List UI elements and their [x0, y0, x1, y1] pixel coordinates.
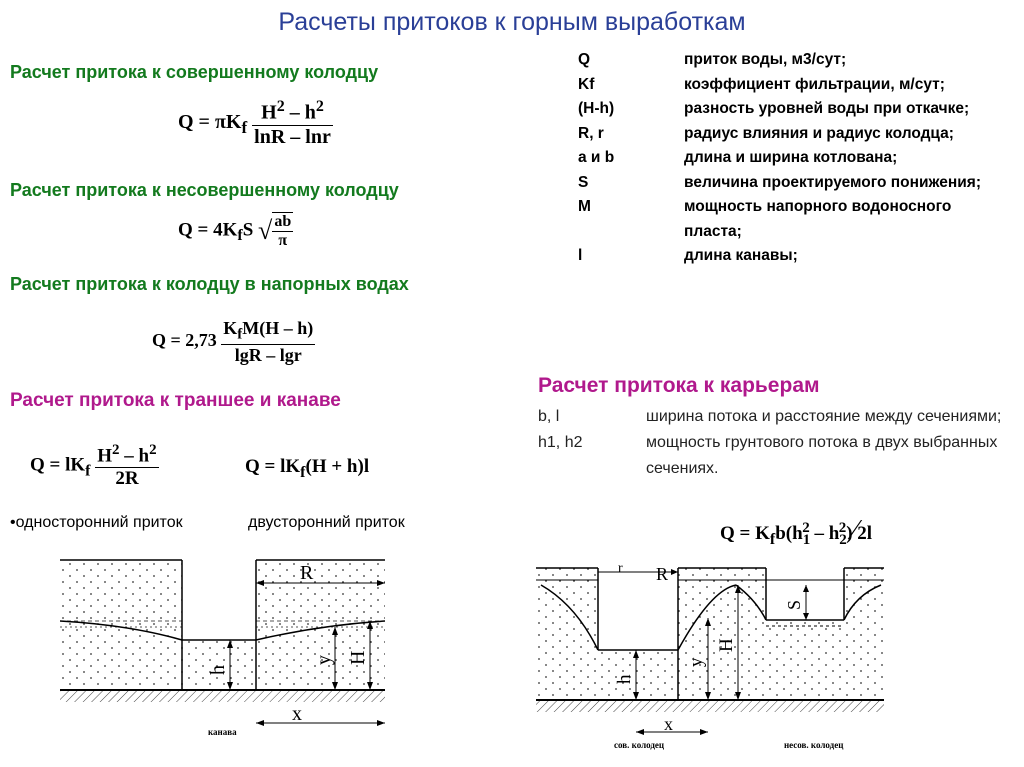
caption-two-sided: двусторонний приток: [248, 514, 405, 531]
heading-trench: Расчет притока к траншее и канаве: [10, 390, 341, 411]
heading-quarry: Расчет притока к карьерам: [538, 374, 820, 397]
label-x-quarry: x: [664, 714, 673, 734]
legend-item: R, r радиус влияния и радиус колодца;: [578, 124, 954, 142]
label-H: H: [347, 650, 369, 665]
label-H-quarry: H: [716, 638, 737, 652]
heading-perfect-well: Расчет притока к совершенному колодцу: [10, 62, 379, 82]
legend-item: (H-h) разность уровней воды при откачке;: [578, 100, 970, 117]
legend-item: S величина проектируемого понижения;: [578, 173, 982, 191]
caption-one-sided: •односторонний приток: [10, 514, 183, 531]
quarry-legend: [538, 404, 1008, 482]
label-nesov-well: несов. колодец: [784, 740, 844, 750]
label-r: r: [618, 561, 623, 576]
formula-perfect-well: $Q = \pi K_f$ $\frac{H^2 - h^2}{\ln R - \ln r}$: [178, 98, 331, 148]
legend-item: l длина канавы;: [578, 247, 798, 264]
quarry-diagram: [536, 560, 886, 755]
trench-diagram: [60, 555, 390, 745]
formula-quarry: $Q = K_fb(h_1^2$ – $h_2^2)⁄2l$: [720, 515, 873, 548]
formula-pressure-well: Q = 2,73 $\frac{K_fM(H - h)}{\lg R - \lg r}$: [152, 318, 314, 365]
legend-item: Kf коэффициент фильтрации, м/сут;: [578, 75, 945, 93]
label-R-quarry: R: [656, 564, 669, 584]
legend-item: M мощность напорного водоносного пласта;: [578, 198, 952, 240]
legend-list: [578, 48, 998, 269]
label-h-quarry: h: [614, 674, 635, 684]
formula-trench-two-sided: $Q = lK_f(H + h)l$: [245, 456, 370, 481]
label-y: y: [313, 655, 335, 665]
heading-imperfect-well: Расчет притока к несовершенному колодцу: [10, 180, 399, 200]
page-title: Расчеты притоков к горным выработкам: [278, 8, 746, 36]
formula-imperfect-well: $Q = 4K_fS$ √ $\frac{ab}{\pi}$: [178, 213, 292, 249]
legend-item: a и b длина и ширина котлована;: [578, 149, 898, 166]
heading-pressure-well: Расчет притока к колодцу в напорных водах: [10, 274, 409, 294]
legend-item: Q приток воды, м3/сут;: [578, 51, 847, 68]
label-S: S: [784, 599, 804, 610]
label-sov-well: сов. колодец: [614, 740, 665, 750]
label-y-quarry: y: [686, 657, 707, 667]
formula-trench-one-sided: $Q = lK_f$ $\frac{H^2 - h^2}{2R}$: [30, 442, 157, 490]
label-kanava: канава: [208, 727, 237, 737]
quarry-legend-item: h1, h2 мощность грунтового потока в двух выбранных сечениях.: [538, 434, 998, 477]
label-R: R: [300, 562, 314, 584]
label-x: x: [292, 703, 302, 725]
quarry-legend-item: b, l ширина потока и расстояние между сечениями;: [538, 408, 1002, 425]
label-h: h: [207, 665, 229, 675]
